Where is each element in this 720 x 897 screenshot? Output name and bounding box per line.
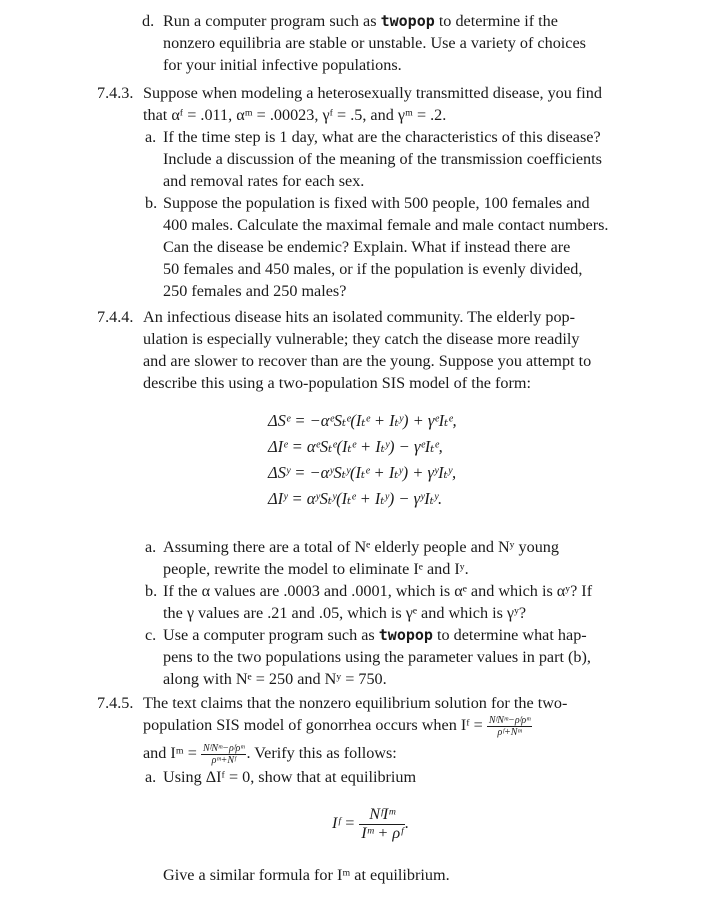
fraction-i-f-numerator: NᶠNᵐ−ρᶠρᵐ — [488, 714, 531, 726]
ex744-line-2: ulation is especially vulnerable; they catch the disease more readily — [143, 330, 580, 348]
ex745-text: population SIS model of gonorrhea occurs when Iᶠ = — [143, 716, 483, 734]
fraction-i-m-denominator: ρᵐ+Nᶠ — [211, 754, 236, 766]
ex745-line-3 — [143, 742, 397, 766]
ex745-a-line-2: Give a similar formula for Iᵐ at equilibrium. — [163, 866, 450, 884]
ex745-a-label: a. — [145, 768, 157, 786]
ex744-c-text-cont: to determine what hap- — [437, 626, 587, 644]
ex743-a-label: a. — [145, 128, 157, 146]
item-d-line-3: for your initial infective populations. — [163, 56, 402, 74]
exercise-number-7-4-4: 7.4.4. — [97, 308, 134, 326]
program-name: twopop — [378, 626, 433, 644]
ex743-b-line-1: Suppose the population is fixed with 500 people, 100 females and — [163, 194, 590, 212]
ex744-c-line-2: pens to the two populations using the parameter values in part (b), — [163, 648, 591, 666]
ex744-a-label: a. — [145, 538, 157, 556]
ex745-text-and: and Iᵐ = — [143, 744, 197, 762]
ex745-a-line-1: Using ΔIᶠ = 0, show that at equilibrium — [163, 768, 417, 786]
ex744-b-line-1: If the α values are .0003 and .0001, which is αᵉ and which is αʸ? If — [163, 582, 593, 600]
ex744-a-line-1: Assuming there are a total of Nᵉ elderly people and Nʸ young — [163, 538, 559, 556]
ex743-line-2: that αᶠ = .011, αᵐ = .00023, γᶠ = .5, and γᵐ = .2. — [143, 106, 447, 124]
equation-denominator: Iᵐ + ρᶠ — [361, 823, 403, 842]
equation-delta-i-e: ΔIᵉ = αᵉSₜᵉ(Iₜᵉ + Iₜʸ) − γᵉIₜᵉ, — [268, 437, 443, 456]
item-d-text-cont: to determine if the — [438, 12, 558, 30]
item-d-text: Run a computer program such as — [163, 12, 377, 30]
equation-delta-i-y: ΔIʸ = αʸSₜʸ(Iₜᵉ + Iₜʸ) − γʸIₜʸ. — [268, 489, 443, 508]
item-d-line-2: nonzero equilibria are stable or unstable. Use a variety of choices — [163, 34, 586, 52]
ex744-c-text: Use a computer program such as — [163, 626, 375, 644]
ex744-line-4: describe this using a two-population SIS model of the form: — [143, 374, 531, 392]
item-d-label: d. — [142, 12, 155, 30]
ex743-b-line-5: 250 females and 250 males? — [163, 282, 347, 300]
fraction-i-m — [201, 743, 247, 766]
fraction-i-f — [487, 715, 533, 738]
exercise-number-7-4-3: 7.4.3. — [97, 84, 134, 102]
ex743-a-line-3: and removal rates for each sex. — [163, 172, 365, 190]
equation-i-f-equilibrium — [332, 806, 409, 843]
ex744-c-label: c. — [145, 626, 157, 644]
equation-fraction — [359, 806, 405, 843]
ex744-line-1: An infectious disease hits an isolated community. The elderly pop- — [143, 308, 576, 326]
ex743-b-line-3: Can the disease be endemic? Explain. What if instead there are — [163, 238, 571, 256]
fraction-i-m-numerator: NᶠNᵐ−ρᶠρᵐ — [202, 742, 245, 754]
ex743-a-line-2: Include a discussion of the meaning of the transmission coefficients — [163, 150, 602, 168]
equation-period: . — [404, 814, 410, 833]
fraction-i-f-denominator: ρᶠ+Nᵐ — [497, 726, 522, 738]
ex743-b-line-2: 400 males. Calculate the maximal female and male contact numbers. — [163, 216, 609, 234]
ex743-b-line-4: 50 females and 450 males, or if the population is evenly divided, — [163, 260, 583, 278]
equation-numerator: NᶠIᵐ — [359, 806, 405, 825]
program-name: twopop — [380, 12, 435, 30]
equation-delta-s-e: ΔSᵉ = −αᵉSₜᵉ(Iₜᵉ + Iₜʸ) + γᵉIₜᵉ, — [268, 411, 457, 430]
ex743-b-label: b. — [145, 194, 158, 212]
ex744-b-label: b. — [145, 582, 158, 600]
ex744-a-line-2: people, rewrite the model to eliminate Iᵉ and Iʸ. — [163, 560, 469, 578]
ex745-line-2 — [143, 714, 532, 738]
item-d-line-1 — [163, 10, 558, 32]
ex744-b-line-2: the γ values are .21 and .05, which is γᵉ and which is γʸ? — [163, 604, 527, 622]
ex743-a-line-1: If the time step is 1 day, what are the characteristics of this disease? — [163, 128, 601, 146]
equation-lhs: Iᶠ = — [332, 814, 356, 833]
ex744-c-line-3: along with Nᵉ = 250 and Nʸ = 750. — [163, 670, 387, 688]
ex745-text-verify: . Verify this as follows: — [246, 744, 397, 762]
ex745-line-1: The text claims that the nonzero equilibrium solution for the two- — [143, 694, 568, 712]
ex744-c-line-1 — [163, 624, 587, 646]
exercise-number-7-4-5: 7.4.5. — [97, 694, 134, 712]
equation-delta-s-y: ΔSʸ = −αʸSₜʸ(Iₜᵉ + Iₜʸ) + γʸIₜʸ, — [268, 463, 457, 482]
ex743-line-1: Suppose when modeling a heterosexually transmitted disease, you find — [143, 84, 602, 102]
ex744-line-3: and are slower to recover than are the young. Suppose you attempt to — [143, 352, 592, 370]
